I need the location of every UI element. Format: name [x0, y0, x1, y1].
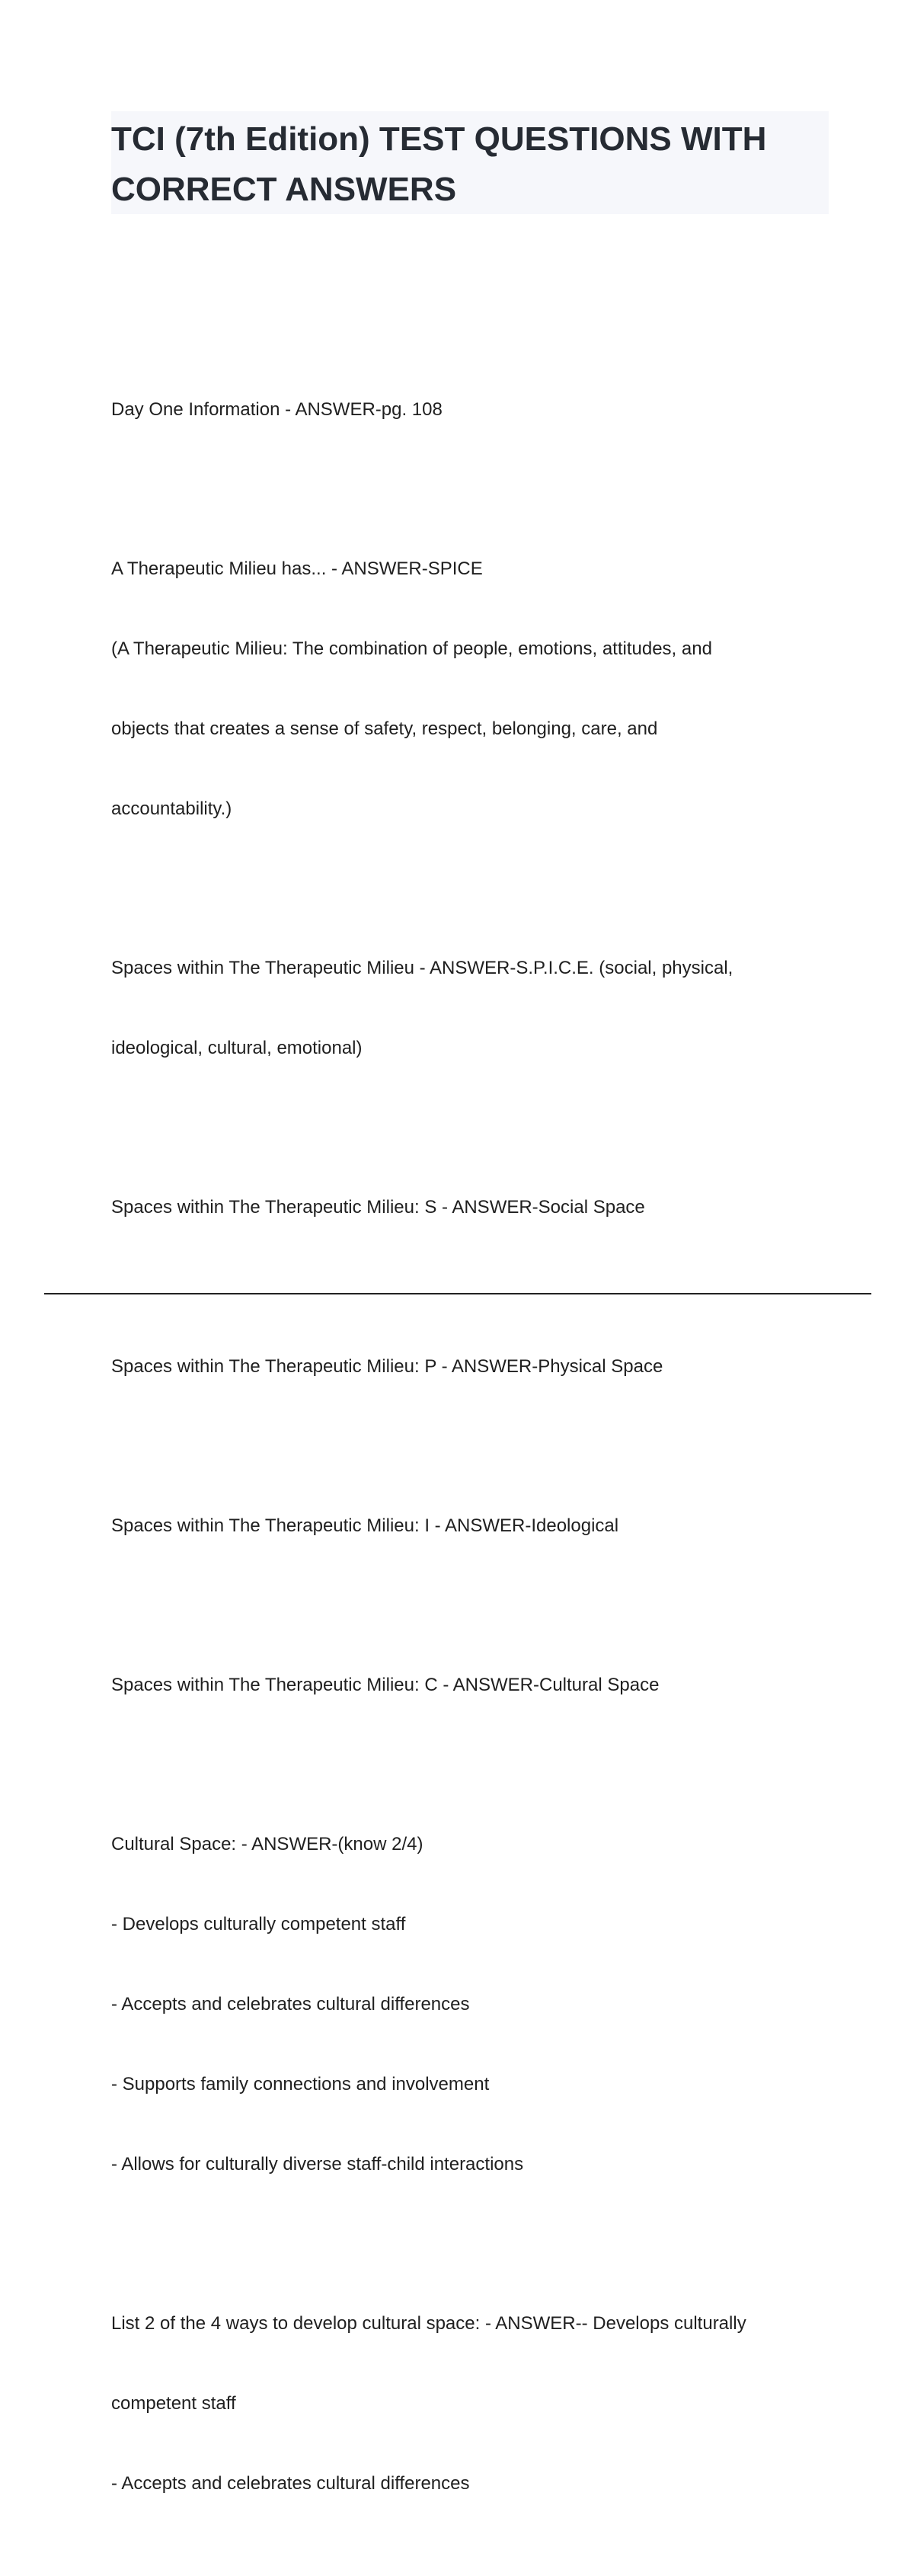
qa-line: - Allows for culturally diverse staff-child interactions [111, 2154, 524, 2174]
qa-line: Cultural Space: - ANSWER-(know 2/4) [111, 1834, 423, 1854]
qa-entry-space-s [111, 1141, 827, 1274]
footer-divider [44, 1293, 871, 1294]
qa-line: accountability.) [111, 798, 232, 819]
qa-line: (A Therapeutic Milieu: The combination of people, emotions, attitudes, and [111, 638, 712, 659]
qa-content [111, 343, 827, 2576]
title-line-1: TCI (7th Edition) TEST QUESTIONS WITH [111, 120, 767, 158]
qa-line: Spaces within The Therapeutic Milieu - ANSWER-S.P.I.C.E. (social, physical, [111, 958, 733, 978]
qa-line: objects that creates a sense of safety, respect, belonging, care, and [111, 718, 658, 739]
qa-entry-space-c [111, 1618, 827, 1752]
qa-line: competent staff [111, 2393, 236, 2414]
qa-line: List 2 of the 4 ways to develop cultural space: - ANSWER-- Develops culturally [111, 2313, 746, 2334]
qa-line: Spaces within The Therapeutic Milieu: S - ANSWER-Social Space [111, 1197, 645, 1218]
qa-entry-cultural-space [111, 1778, 827, 2231]
qa-line: - Supports family connections and involvement [111, 2074, 490, 2094]
document-title [111, 114, 827, 215]
qa-line: Day One Information - ANSWER-pg. 108 [111, 399, 443, 420]
qa-line: Spaces within The Therapeutic Milieu: P - ANSWER-Physical Space [111, 1356, 663, 1377]
qa-entry-day-one [111, 343, 827, 476]
qa-entry-space-i [111, 1459, 827, 1592]
qa-line: A Therapeutic Milieu has... - ANSWER-SPICE [111, 558, 483, 579]
qa-line: Spaces within The Therapeutic Milieu: I - ANSWER-Ideological [111, 1515, 619, 1536]
qa-line: - Develops culturally competent staff [111, 1914, 406, 1934]
qa-line: ideological, cultural, emotional) [111, 1038, 363, 1058]
qa-line: - Accepts and celebrates cultural differences [111, 1994, 470, 2014]
qa-entry-list-cultural-space [111, 2257, 827, 2550]
qa-entry-therapeutic-milieu [111, 502, 827, 875]
qa-entry-spaces-spice [111, 901, 827, 1115]
qa-line: Spaces within The Therapeutic Milieu: C - ANSWER-Cultural Space [111, 1675, 660, 1695]
title-block [111, 111, 829, 214]
qa-line: - Accepts and celebrates cultural differences [111, 2473, 470, 2494]
title-line-2: CORRECT ANSWERS [111, 171, 457, 208]
qa-entry-space-p [111, 1300, 827, 1433]
